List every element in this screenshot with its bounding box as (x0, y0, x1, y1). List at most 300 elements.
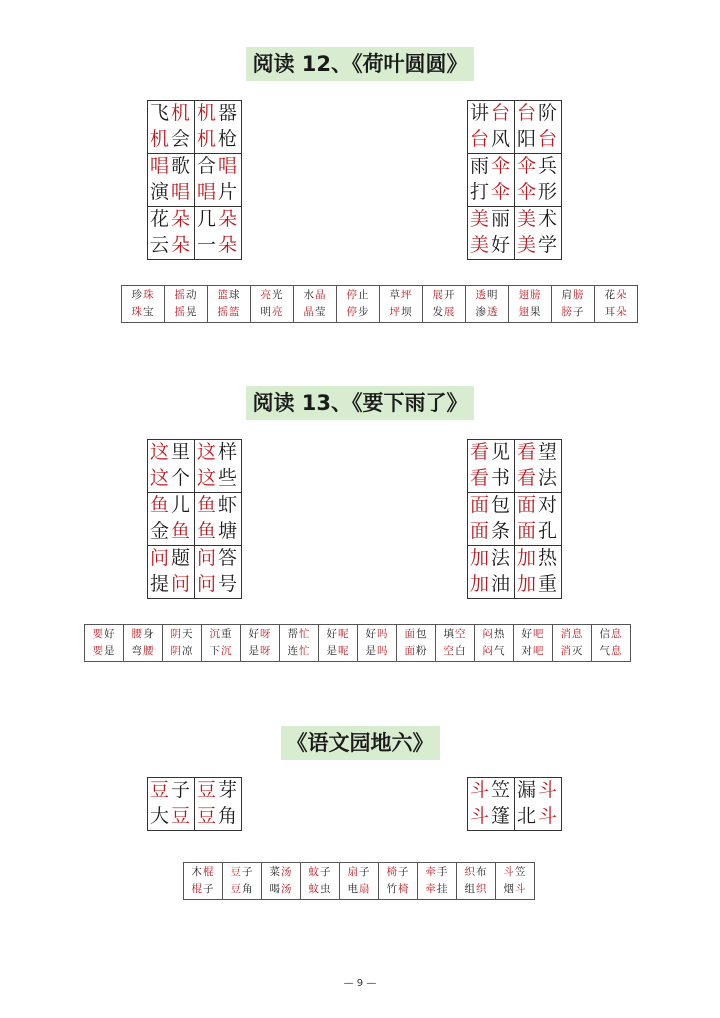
word-char: 重 (221, 628, 233, 640)
word-char: 面 (404, 645, 416, 657)
strip-word (208, 304, 250, 321)
word-cell (515, 233, 562, 260)
word-cell (515, 466, 562, 493)
word-char: 息 (611, 645, 623, 657)
word-char: 好 (326, 628, 338, 640)
word-char: 机 (196, 128, 218, 150)
strip-cell (397, 625, 436, 662)
strip-word (337, 304, 379, 321)
word-char: 豆 (230, 866, 242, 878)
word-char: 法 (538, 467, 560, 489)
word-cell (195, 778, 242, 805)
word-char: 丽 (491, 208, 513, 230)
word-char: 美 (469, 208, 491, 230)
strip-cell (122, 286, 165, 323)
word-char: 子 (320, 866, 332, 878)
section-2-strip (84, 624, 631, 662)
word-char: 热 (494, 628, 506, 640)
word-char: 笠 (491, 779, 513, 801)
section-1-left-box (147, 100, 242, 260)
strip-word (509, 304, 551, 321)
word-char: 好 (491, 234, 513, 256)
word-char: 要 (92, 645, 104, 657)
strip-word (397, 643, 435, 660)
section-title-text: 《语文园地六》 (281, 726, 440, 760)
word-char: 膀 (561, 306, 573, 318)
strip-word (475, 626, 513, 643)
strip-word (552, 287, 594, 304)
word-char: 些 (218, 467, 240, 489)
strip-word (592, 626, 630, 643)
word-char: 吧 (533, 628, 545, 640)
word-char: 豆 (230, 883, 242, 895)
strip-word (380, 304, 422, 321)
strip-cell (241, 625, 280, 662)
word-char: 花 (604, 289, 616, 301)
strip-cell (423, 286, 466, 323)
strip-cell (251, 286, 294, 323)
word-char: 扇 (359, 883, 371, 895)
word-char: 斗 (469, 805, 491, 827)
word-cell (195, 180, 242, 207)
word-char: 烟 (503, 883, 515, 895)
word-cell (148, 207, 195, 234)
word-char: 身 (143, 628, 155, 640)
strip-cell (552, 286, 595, 323)
word-char: 角 (218, 805, 240, 827)
word-char: 几 (196, 208, 218, 230)
word-char: 唱 (149, 155, 171, 177)
word-char: 唱 (171, 181, 193, 203)
word-char: 斗 (503, 866, 515, 878)
word-char: 美 (469, 234, 491, 256)
word-char: 会 (171, 128, 193, 150)
word-char: 阶 (538, 102, 560, 124)
word-char: 息 (611, 628, 623, 640)
strip-word (85, 626, 123, 643)
word-cell (468, 101, 515, 128)
word-cell (468, 466, 515, 493)
strip-cell (337, 286, 380, 323)
word-char: 看 (469, 467, 491, 489)
strip-word (251, 304, 293, 321)
strip-cell (319, 625, 358, 662)
strip-word (379, 864, 417, 881)
word-char: 子 (398, 866, 410, 878)
strip-word (301, 864, 339, 881)
word-char: 肩 (561, 289, 573, 301)
word-char: 是 (248, 645, 260, 657)
strip-word (496, 864, 534, 881)
word-cell (515, 180, 562, 207)
strip-cell (163, 625, 202, 662)
strip-cell (379, 863, 418, 900)
strip-cell (340, 863, 379, 900)
strip-word (397, 626, 435, 643)
word-cell (195, 440, 242, 467)
word-char: 鱼 (149, 494, 171, 516)
word-char: 鱼 (171, 520, 193, 542)
word-char: 雨 (469, 155, 491, 177)
word-char: 吗 (377, 628, 389, 640)
word-cell (515, 127, 562, 154)
word-cell (515, 154, 562, 181)
word-char: 对 (521, 645, 533, 657)
word-char: 闷 (482, 628, 494, 640)
word-cell (195, 493, 242, 520)
word-char: 空 (455, 628, 467, 640)
strip-word (163, 626, 201, 643)
word-cell (148, 466, 195, 493)
section-1-title (0, 47, 720, 81)
word-char: 北 (516, 805, 538, 827)
word-char: 鱼 (196, 494, 218, 516)
word-char: 法 (491, 547, 513, 569)
word-char: 篷 (491, 805, 513, 827)
word-char: 漏 (516, 779, 538, 801)
word-char: 题 (171, 547, 193, 569)
word-cell (195, 466, 242, 493)
strip-word (436, 626, 474, 643)
word-cell (468, 127, 515, 154)
strip-word (294, 287, 336, 304)
word-char: 组 (464, 883, 476, 895)
word-char: 呢 (338, 645, 350, 657)
word-cell (195, 519, 242, 546)
word-char: 提 (149, 573, 171, 595)
word-char: 摇 (174, 289, 186, 301)
word-char: 塘 (218, 520, 240, 542)
word-char: 蚊 (308, 883, 320, 895)
word-char: 豆 (149, 779, 171, 801)
word-char: 忙 (299, 628, 311, 640)
word-char: 台 (516, 102, 538, 124)
word-cell (148, 127, 195, 154)
word-char: 吗 (377, 645, 389, 657)
word-cell (468, 493, 515, 520)
strip-cell (262, 863, 301, 900)
word-char: 果 (530, 306, 542, 318)
strip-word (122, 287, 164, 304)
word-cell (148, 778, 195, 805)
word-cell (195, 804, 242, 831)
word-char: 挂 (437, 883, 449, 895)
word-char: 角 (242, 883, 254, 895)
word-char: 子 (242, 866, 254, 878)
strip-word (202, 626, 240, 643)
word-char: 豆 (196, 805, 218, 827)
strip-word (223, 864, 261, 881)
word-char: 晶 (315, 289, 327, 301)
strip-cell (436, 625, 475, 662)
word-char: 面 (516, 494, 538, 516)
word-char: 台 (469, 128, 491, 150)
strip-cell (595, 286, 638, 323)
word-cell (468, 207, 515, 234)
word-cell (515, 778, 562, 805)
section-2-title (0, 386, 720, 420)
word-char: 包 (491, 494, 513, 516)
word-char: 阴 (170, 628, 182, 640)
word-cell (515, 207, 562, 234)
word-char: 加 (516, 573, 538, 595)
word-char: 棍 (191, 883, 203, 895)
word-char: 呀 (260, 628, 272, 640)
word-cell (148, 493, 195, 520)
word-cell (468, 572, 515, 599)
word-char: 坝 (401, 306, 413, 318)
strip-word (184, 864, 222, 881)
word-char: 芽 (218, 779, 240, 801)
word-char: 打 (469, 181, 491, 203)
word-char: 见 (491, 441, 513, 463)
word-cell (515, 519, 562, 546)
word-char: 耳 (604, 306, 616, 318)
strip-word (380, 287, 422, 304)
word-char: 要 (92, 628, 104, 640)
word-char: 坪 (389, 306, 401, 318)
word-char: 灭 (572, 645, 584, 657)
word-char: 机 (196, 102, 218, 124)
strip-word (262, 881, 300, 898)
word-char: 腰 (131, 628, 143, 640)
word-char: 球 (229, 289, 241, 301)
section-title-text: 阅读 13、《要下雨了》 (246, 386, 473, 420)
strip-word (418, 881, 456, 898)
strip-word (122, 304, 164, 321)
word-char: 光 (272, 289, 284, 301)
strip-cell (294, 286, 337, 323)
word-char: 是 (326, 645, 338, 657)
word-char: 阳 (516, 128, 538, 150)
word-char: 沉 (209, 628, 221, 640)
word-char: 重 (538, 573, 560, 595)
word-cell (148, 440, 195, 467)
word-char: 片 (218, 181, 240, 203)
word-char: 坪 (401, 289, 413, 301)
word-cell (148, 154, 195, 181)
word-char: 宝 (143, 306, 155, 318)
word-char: 弯 (131, 645, 143, 657)
word-char: 问 (196, 573, 218, 595)
strip-word (509, 287, 551, 304)
word-char: 珠 (131, 306, 143, 318)
word-char: 问 (149, 547, 171, 569)
word-char: 加 (469, 573, 491, 595)
word-char: 加 (469, 547, 491, 569)
strip-word (358, 643, 396, 660)
word-cell (515, 572, 562, 599)
word-char: 填 (443, 628, 455, 640)
page-number: — 9 — (343, 978, 377, 989)
strip-cell (301, 863, 340, 900)
word-char: 唱 (196, 181, 218, 203)
strip-word (165, 287, 207, 304)
word-char: 是 (365, 645, 377, 657)
strip-word (337, 287, 379, 304)
word-char: 器 (218, 102, 240, 124)
word-char: 朵 (616, 289, 628, 301)
strip-cell (202, 625, 241, 662)
strip-word (124, 643, 162, 660)
word-char: 伞 (491, 155, 513, 177)
word-char: 讲 (469, 102, 491, 124)
strip-cell (553, 625, 592, 662)
word-cell (515, 101, 562, 128)
word-char: 篮 (217, 289, 229, 301)
strip-word (184, 881, 222, 898)
strip-word (496, 881, 534, 898)
word-char: 鱼 (196, 520, 218, 542)
strip-word (552, 304, 594, 321)
word-cell (515, 804, 562, 831)
word-cell (468, 804, 515, 831)
word-char: 腰 (143, 645, 155, 657)
word-char: 停 (346, 289, 358, 301)
strip-word (124, 626, 162, 643)
word-char: 机 (171, 102, 193, 124)
strip-cell (509, 286, 552, 323)
word-char: 珠 (143, 289, 155, 301)
section-title-text: 阅读 12、《荷叶圆圆》 (246, 47, 473, 81)
word-char: 白 (455, 645, 467, 657)
word-char: 豆 (196, 779, 218, 801)
word-char: 斗 (538, 805, 560, 827)
word-char: 虫 (320, 883, 332, 895)
word-char: 这 (196, 467, 218, 489)
section-2-right-box (467, 439, 562, 599)
word-char: 虾 (218, 494, 240, 516)
word-cell (468, 440, 515, 467)
strip-word (418, 864, 456, 881)
word-char: 电 (347, 883, 359, 895)
strip-word (202, 643, 240, 660)
strip-word (280, 643, 318, 660)
word-char: 停 (346, 306, 358, 318)
strip-word (85, 643, 123, 660)
word-char: 伞 (491, 181, 513, 203)
strip-cell (457, 863, 496, 900)
word-char: 下 (209, 645, 221, 657)
word-char: 这 (196, 441, 218, 463)
word-char: 看 (469, 441, 491, 463)
word-cell (515, 493, 562, 520)
word-char: 样 (218, 441, 240, 463)
strip-word (423, 287, 465, 304)
word-char: 斗 (538, 779, 560, 801)
strip-word (262, 864, 300, 881)
word-cell (468, 180, 515, 207)
word-char: 美 (516, 234, 538, 256)
word-char: 草 (389, 289, 401, 301)
word-char: 里 (171, 441, 193, 463)
word-char: 枪 (218, 128, 240, 150)
word-char: 止 (358, 289, 370, 301)
word-char: 篮 (229, 306, 241, 318)
word-cell (515, 440, 562, 467)
word-char: 问 (196, 547, 218, 569)
word-char: 笠 (515, 866, 527, 878)
strip-word (423, 304, 465, 321)
strip-word (294, 304, 336, 321)
word-char: 渗 (475, 306, 487, 318)
word-char: 水 (303, 289, 315, 301)
word-char: 号 (218, 573, 240, 595)
word-char: 闷 (482, 645, 494, 657)
word-char: 织 (464, 866, 476, 878)
word-char: 看 (516, 441, 538, 463)
strip-cell (380, 286, 423, 323)
word-char: 阴 (170, 645, 182, 657)
word-char: 演 (149, 181, 171, 203)
word-char: 好 (104, 628, 116, 640)
strip-cell (496, 863, 535, 900)
strip-word (251, 287, 293, 304)
word-char: 粉 (416, 645, 428, 657)
word-char: 亮 (260, 289, 272, 301)
word-char: 发 (432, 306, 444, 318)
word-char: 息 (572, 628, 584, 640)
strip-word (163, 643, 201, 660)
strip-word (241, 643, 279, 660)
word-char: 晶 (303, 306, 315, 318)
word-char: 看 (516, 467, 538, 489)
word-cell (195, 546, 242, 573)
strip-word (340, 864, 378, 881)
word-char: 好 (521, 628, 533, 640)
word-char: 这 (149, 467, 171, 489)
strip-cell (475, 625, 514, 662)
word-char: 手 (437, 866, 449, 878)
word-char: 透 (475, 289, 487, 301)
word-char: 莹 (315, 306, 327, 318)
word-char: 唱 (218, 155, 240, 177)
word-char: 呀 (260, 645, 272, 657)
word-char: 风 (491, 128, 513, 150)
word-cell (195, 127, 242, 154)
word-char: 膀 (573, 289, 585, 301)
strip-word (475, 643, 513, 660)
word-char: 翅 (518, 306, 530, 318)
word-char: 布 (476, 866, 488, 878)
strip-word (301, 881, 339, 898)
strip-cell (466, 286, 509, 323)
word-char: 是 (104, 645, 116, 657)
word-cell (195, 154, 242, 181)
word-char: 晃 (186, 306, 198, 318)
strip-word (595, 287, 637, 304)
word-char: 热 (538, 547, 560, 569)
word-char: 合 (196, 155, 218, 177)
strip-word (457, 864, 495, 881)
word-char: 消 (560, 645, 572, 657)
strip-word (280, 626, 318, 643)
word-cell (468, 154, 515, 181)
word-cell (148, 519, 195, 546)
word-char: 包 (416, 628, 428, 640)
strip-word (223, 881, 261, 898)
word-char: 帮 (287, 628, 299, 640)
strip-word (436, 643, 474, 660)
word-char: 美 (516, 208, 538, 230)
word-char: 大 (149, 805, 171, 827)
strip-word (358, 626, 396, 643)
word-char: 木 (191, 866, 203, 878)
word-char: 子 (203, 883, 215, 895)
strip-word (514, 643, 552, 660)
word-char: 忙 (299, 645, 311, 657)
word-char: 这 (149, 441, 171, 463)
